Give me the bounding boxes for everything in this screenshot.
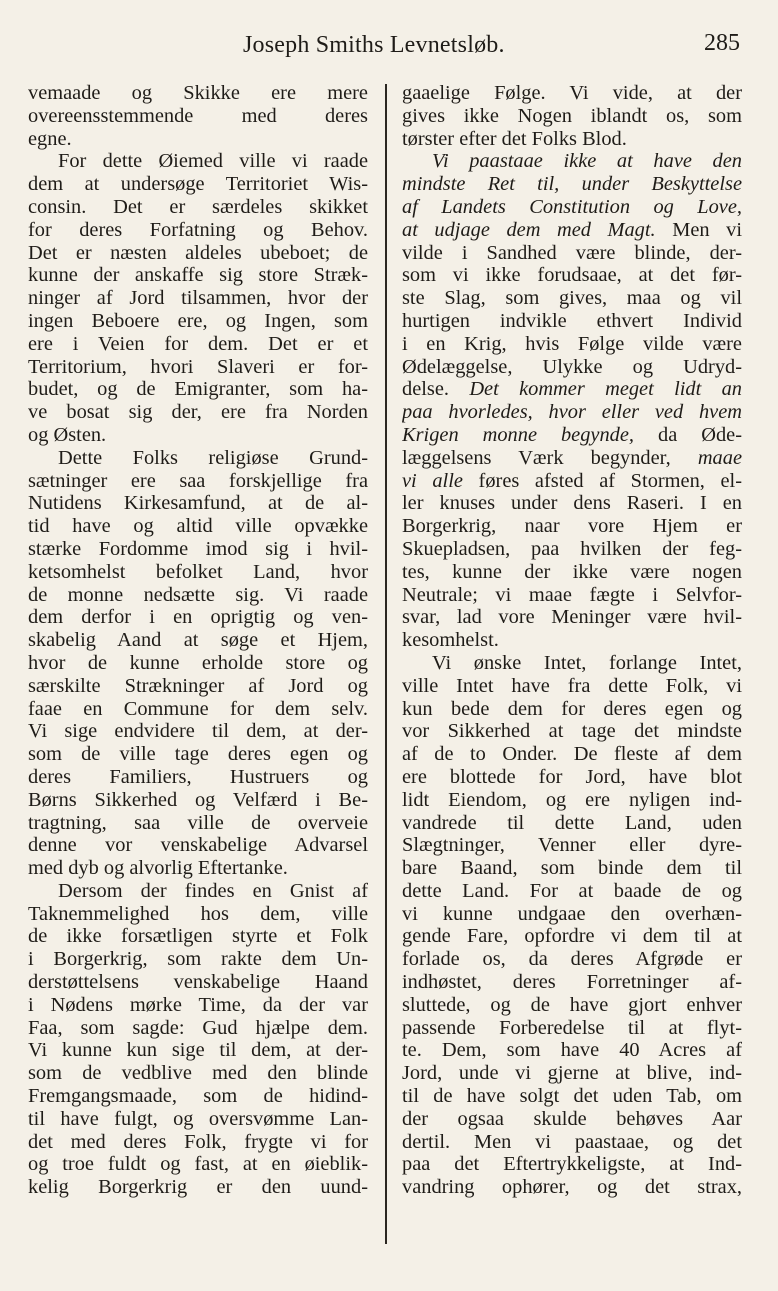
text-line: kunne der anskaffe sig store Stræk-	[28, 264, 368, 287]
text-line	[402, 994, 742, 1017]
text-segment: gende Fare, opfordre vi dem til at	[402, 925, 742, 948]
column-divider-rule	[385, 84, 387, 1244]
right-text-column	[402, 82, 742, 1199]
text-line: og troe fuldt og fast, at en øieblik-	[28, 1153, 368, 1176]
text-segment: i en Krig, hvis Følge vilde være	[402, 332, 742, 355]
italic-segment: mindste Ret til, under Beskyttelse	[402, 173, 742, 196]
italic-segment: maae	[697, 446, 742, 469]
text-segment: lidt Eiendom, og ere nyligen ind-	[402, 788, 742, 811]
text-line	[402, 1131, 742, 1154]
text-line	[402, 333, 742, 356]
text-segment: gives ikke Nogen iblandt os, som	[402, 104, 742, 127]
text-line	[402, 857, 742, 880]
italic-segment: vi alle	[402, 469, 463, 492]
text-line: dem derfor i en oprigtig og ven-	[28, 606, 368, 629]
text-line: som de ville tage deres egen og	[28, 743, 368, 766]
text-segment: Men vi	[655, 218, 742, 241]
text-segment: Jord, unde vi gjerne at blive, ind-	[402, 1062, 742, 1085]
text-line: ve bosat sig der, ere fra Norden	[28, 401, 368, 424]
text-line	[402, 720, 742, 743]
text-line	[402, 1062, 742, 1085]
italic-segment: at udjage dem med Magt.	[402, 218, 656, 241]
text-line: tid have og altid ville opvække	[28, 515, 368, 538]
italic-segment: Krigen monne begynde,	[402, 423, 635, 446]
text-line: denne vor venskabelige Advarsel	[28, 834, 368, 857]
text-line	[402, 378, 742, 401]
text-segment: vandrede til dette Land, uden	[402, 811, 742, 834]
text-segment: svar, lad vore Meninger være hvil-	[402, 606, 742, 629]
text-segment: paa det Eftertrykkeligste, at Ind-	[402, 1153, 742, 1176]
text-line	[402, 766, 742, 789]
page-number: 285	[704, 30, 740, 56]
text-line	[402, 606, 742, 629]
text-line: stærke Fordomme imod sig i hvil-	[28, 537, 368, 560]
text-line	[402, 1176, 742, 1199]
text-line	[402, 789, 742, 812]
text-segment: vilde i Sandhed være blinde, der-	[402, 241, 742, 264]
italic-segment: paa hvorledes, hvor eller ved hvem	[402, 401, 742, 424]
text-segment: Slægtninger, Venner eller dyre-	[402, 834, 742, 857]
left-text-column	[28, 82, 368, 1199]
text-line: Dersom der findes en Gnist af	[58, 879, 368, 902]
text-line	[402, 675, 742, 698]
text-segment: dertil. Men vi paastaae, og det	[402, 1130, 742, 1153]
italic-segment: af Landets Constitution og Love,	[402, 195, 742, 218]
text-line: kelig Borgerkrig er den uund-	[28, 1176, 368, 1199]
text-line: de monne nedsætte sig. Vi raade	[28, 583, 368, 606]
text-line	[402, 1085, 742, 1108]
text-line: vemaade og Skikke ere mere	[28, 82, 368, 104]
text-line	[402, 105, 742, 128]
text-line: i Borgerkrig, som rakte dem Un-	[28, 948, 368, 971]
text-line: særskilte Strækninger af Jord og	[28, 674, 368, 697]
text-line: hvor de kunne erholde store og	[28, 651, 368, 674]
text-segment: ville Intet have fra dette Folk, vi	[402, 674, 742, 697]
text-segment: Neutrale; vi maae fægte i Selvfor-	[402, 583, 742, 606]
text-line	[402, 1108, 742, 1131]
text-segment: vandring ophører, og det strax,	[402, 1176, 742, 1199]
text-line	[402, 470, 742, 493]
text-line	[402, 128, 742, 151]
text-line	[402, 698, 742, 721]
text-line: egne.	[28, 127, 72, 150]
text-segment: Borgerkrig, naar vore Hjem er	[402, 515, 742, 538]
text-line	[402, 401, 742, 424]
text-line: Taknemmelighed hos dem, ville	[28, 902, 368, 925]
text-line: ingen Beboere ere, og Ingen, som	[28, 309, 368, 332]
text-line	[402, 356, 742, 379]
text-line	[402, 652, 742, 675]
text-segment: ste Slag, som gives, maa og vil	[402, 287, 742, 310]
text-segment: sluttede, og de have gjort enhver	[402, 993, 742, 1016]
text-segment: føres afsted af Stormen, el-	[462, 469, 742, 492]
text-segment: passende Forberedelse til at flyt-	[402, 1016, 742, 1039]
text-line: consin. Det er særdeles skikket	[28, 195, 368, 218]
text-segment: forlade os, da deres Afgrøde er	[402, 948, 742, 971]
text-line: skabelig Aand at søge et Hjem,	[28, 629, 368, 652]
text-line: til have fulgt, og oversvømme Lan-	[28, 1107, 368, 1130]
text-line: faae en Commune for dem selv.	[28, 697, 368, 720]
text-line	[402, 880, 742, 903]
text-line	[402, 173, 742, 196]
text-line: ere i Veien for dem. Det er et	[28, 332, 368, 355]
text-line	[402, 629, 742, 652]
text-segment: vor Sikkerhed at tage det mindste	[402, 720, 742, 743]
text-line	[402, 561, 742, 584]
text-line	[402, 82, 742, 105]
text-line: i Nødens mørke Time, da der var	[28, 993, 368, 1016]
text-line: som de vedblive med den blinde	[28, 1062, 368, 1085]
text-line: For dette Øiemed ville vi raade	[58, 150, 368, 173]
text-line	[402, 447, 742, 470]
text-segment: vi kunne undgaae den overhæn-	[402, 902, 742, 925]
text-segment: Vi ønske Intet, forlange Intet,	[432, 651, 742, 674]
text-segment: til de have solgt det uden Tab, om	[402, 1085, 742, 1108]
text-line	[402, 515, 742, 538]
text-line: Vi kunne kun sige til dem, at der-	[28, 1039, 368, 1062]
text-line	[402, 287, 742, 310]
text-segment: ler knuses under dens Raseri. I en	[402, 492, 742, 515]
text-line: Territorium, hvori Slaveri er for-	[28, 355, 368, 378]
text-segment: Ødelæggelse, Ulykke og Udryd-	[402, 355, 742, 378]
text-segment: bare Baand, som binde dem til	[402, 857, 742, 880]
text-line: Nutidens Kirkesamfund, at de al-	[28, 492, 368, 515]
text-line: Fremgangsmaade, som de hidind-	[28, 1085, 368, 1108]
text-line: dem at undersøge Territoriet Wis-	[28, 173, 368, 196]
text-line	[402, 196, 742, 219]
text-segment: kesomhelst.	[402, 629, 499, 652]
text-line	[402, 538, 742, 561]
text-line	[402, 1153, 742, 1176]
italic-segment: Vi paastaae ikke at have den	[432, 150, 742, 173]
text-line: budet, og de Emigranter, som ha-	[28, 378, 368, 401]
text-segment: da Øde-	[634, 423, 742, 446]
text-line: Det er næsten aldeles ubeboet; de	[28, 241, 368, 264]
running-head: Joseph Smiths Levnetsløb.	[243, 32, 505, 58]
text-line	[402, 948, 742, 971]
text-line: Børns Sikkerhed og Velfærd i Be-	[28, 788, 368, 811]
text-line	[402, 903, 742, 926]
text-segment: dette Land. For at baade de og	[402, 879, 742, 902]
text-line	[402, 743, 742, 766]
text-line: Faa, som sagde: Gud hjælpe dem.	[28, 1016, 368, 1039]
text-line: ninger af Jord tilsammen, hvor der	[28, 287, 368, 310]
text-line	[402, 219, 742, 242]
text-line	[402, 424, 742, 447]
text-line: Vi sige endvidere til dem, at der-	[28, 720, 368, 743]
text-line	[402, 812, 742, 835]
text-segment: ere blottede for Jord, have blot	[402, 765, 742, 788]
text-line	[402, 971, 742, 994]
text-segment: delse.	[402, 378, 470, 401]
text-segment: tes, kunne der ikke være nogen	[402, 560, 742, 583]
text-line	[402, 492, 742, 515]
text-line: sætninger ere saa forskjellige fra	[28, 469, 368, 492]
text-line: derstøttelsens venskabelige Haand	[28, 971, 368, 994]
text-line: for deres Forfatning og Behov.	[28, 218, 368, 241]
text-segment: der ogsaa skulde behøves Aar	[402, 1107, 742, 1130]
text-line: og Østen.	[28, 423, 107, 446]
text-segment: Skuepladsen, paa hvilken der feg-	[402, 537, 742, 560]
text-line	[402, 584, 742, 607]
text-segment: kun bede dem for deres egen og	[402, 697, 742, 720]
text-segment: tørster efter det Folks Blod.	[402, 127, 627, 150]
text-line	[402, 264, 742, 287]
text-line: overeensstemmende med deres	[28, 104, 368, 127]
text-line: de ikke forsætligen styrte et Folk	[28, 925, 368, 948]
text-line	[402, 925, 742, 948]
text-segment: hurtigen indvikle ethvert Individ	[402, 309, 742, 332]
text-line	[402, 1039, 742, 1062]
text-line	[402, 1017, 742, 1040]
text-line	[402, 242, 742, 265]
text-segment: læggelsens Værk begynder,	[402, 446, 698, 469]
text-line	[402, 150, 742, 173]
text-segment: som vi ikke forudsaae, at det før-	[402, 264, 742, 287]
text-line	[402, 834, 742, 857]
text-line: ketsomhelst befolket Land, hvor	[28, 560, 368, 583]
text-segment: gaaelige Følge. Vi vide, at der	[402, 82, 742, 104]
text-line: med dyb og alvorlig Eftertanke.	[28, 857, 288, 880]
text-line: deres Familiers, Hustruers og	[28, 765, 368, 788]
text-line	[402, 310, 742, 333]
text-segment: te. Dem, som have 40 Acres af	[402, 1039, 742, 1062]
text-line: tragtning, saa ville de overveie	[28, 811, 368, 834]
text-segment: af de to Onder. De fleste af dem	[402, 743, 742, 766]
text-segment: indhøstet, deres Forretninger af-	[402, 971, 742, 994]
italic-segment: Det kommer meget lidt an	[469, 378, 742, 401]
text-line: det med deres Folk, frygte vi for	[28, 1130, 368, 1153]
text-line: Dette Folks religiøse Grund-	[58, 446, 368, 469]
page-header	[28, 26, 748, 66]
